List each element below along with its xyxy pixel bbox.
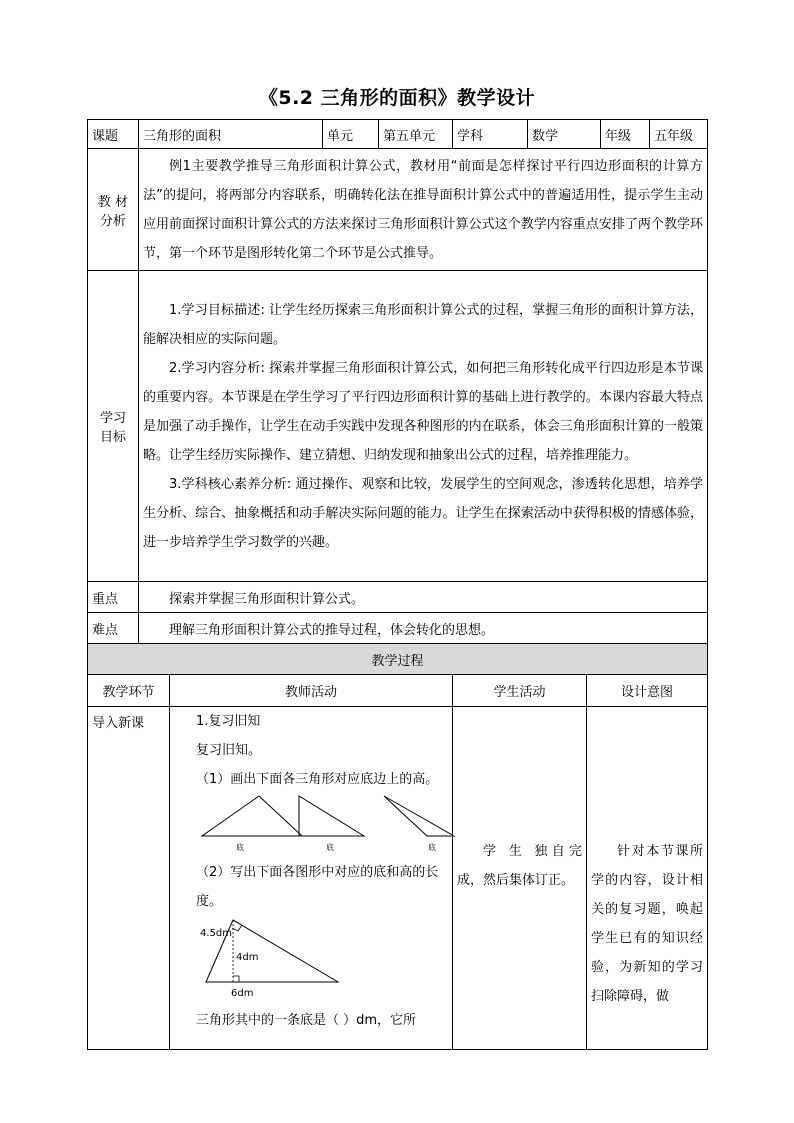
goals-paragraph-3: 3.学科核心素养分析: 通过操作、观察和比较，发展学生的空间观念，渗透转化思想，培养学生分析、综合、抽象概括和动手解决实际问题的能力。让学生在探索活动中获得积极的情感体验，进一步培养学生学习数学的兴趣。 xyxy=(143,476,704,550)
dim-label-1: 4.5dm xyxy=(200,928,232,939)
analysis-label-line2: 分析 xyxy=(99,213,126,229)
student-text: 学 生 独自完成，然后集体订正。 xyxy=(457,844,583,888)
unit-label: 单元 xyxy=(323,120,379,149)
goals-label-line2: 目标 xyxy=(99,430,126,445)
subject-value: 数学 xyxy=(528,120,601,149)
student-activity-cell xyxy=(453,707,587,1050)
teacher-activity-cell xyxy=(170,707,453,1050)
base-label-3: 底 xyxy=(428,843,436,852)
topic-label: 课题 xyxy=(88,120,139,149)
col-stage-header: 教学环节 xyxy=(88,675,170,707)
grade-value: 五年级 xyxy=(650,120,708,149)
right-triangle-figure xyxy=(196,916,356,1006)
key-point-text: 探索并掌握三角形面积计算公式。 xyxy=(139,582,708,613)
unit-value: 第五单元 xyxy=(379,120,453,149)
teacher-line-4: （2）写出下面各图形中对应的底和高的长度。 xyxy=(196,865,439,909)
grade-label: 年级 xyxy=(601,120,650,149)
difficulty-label: 难点 xyxy=(88,613,139,644)
dim-label-3: 6dm xyxy=(231,988,254,999)
base-label-2: 底 xyxy=(326,843,334,852)
base-label-1: 底 xyxy=(236,843,244,852)
goals-label-line1: 学习 xyxy=(99,411,126,426)
analysis-label-line1: 教 材 xyxy=(97,194,129,210)
triangle-2 xyxy=(299,796,364,836)
topic-value: 三角形的面积 xyxy=(139,120,323,149)
col-student-header: 学生活动 xyxy=(453,675,587,707)
dim-label-2: 4dm xyxy=(236,952,259,963)
key-point-label: 重点 xyxy=(88,582,139,613)
intent-cell xyxy=(587,707,708,1050)
col-teacher-header: 教师活动 xyxy=(170,675,453,707)
triangles-figure xyxy=(196,794,466,856)
analysis-label xyxy=(88,149,139,271)
teacher-line-3: （1）画出下面各三角形对应底边上的高。 xyxy=(196,772,439,787)
goals-label xyxy=(88,271,139,582)
lesson-plan-table xyxy=(87,119,708,1050)
col-intent-header: 设计意图 xyxy=(587,675,708,707)
triangle-1 xyxy=(202,796,302,836)
stage-cell: 导入新课 xyxy=(88,707,170,1050)
teacher-line-2: 复习旧知。 xyxy=(196,743,262,758)
foot-mark xyxy=(233,976,239,982)
triangle-3 xyxy=(384,796,454,836)
teacher-line-1: 1.复习旧知 xyxy=(196,714,261,729)
analysis-text: 例1主要教学推导三角形面积计算公式，教材用“前面是怎样探讨平行四边形面积的计算方法”的提问，将两部分内容联系，明确转化法在推导面积计算公式中的普遍适用性，提示学生主动应用前面探讨面积计算公式的方法来探讨三角形面积计算公式这个教学内容重点安排了两个教学环节，第一个环节是图形转化第二个环节是公式推导。 xyxy=(143,158,704,261)
process-header: 教学过程 xyxy=(88,644,708,675)
teacher-line-5: 三角形其中的一条底是（ ）dm，它所 xyxy=(196,1013,417,1028)
intent-text: 针对本节课所学的内容，设计相关的复习题，唤起学生已有的知识经验，为新知的学习扫除障碍，做 xyxy=(591,844,704,1004)
subject-label: 学科 xyxy=(453,120,528,149)
document-title: 《5.2 三角形的面积》教学设计 xyxy=(258,87,536,109)
goals-paragraph-2: 2.学习内容分析: 探索并掌握三角形面积计算公式，如何把三角形转化成平行四边形是本节课的重要内容。本节课是在学生学习了平行四边形面积计算的基础上进行教学的。本课内容最大特点是加强了动手操作，让学生在动手实践中发现各种图形的内在联系，体会三角形面积计算的一般策略。让学生经历实际操作、建立猜想、归纳发现和抽象出公式的过程，培养推理能力。 xyxy=(143,360,704,463)
difficulty-text: 理解三角形面积计算公式的推导过程，体会转化的思想。 xyxy=(139,613,708,644)
right-angle-mark xyxy=(232,925,242,931)
goals-paragraph-1: 1.学习目标描述: 让学生经历探索三角形面积计算公式的过程，掌握三角形的面积计算方法，能解决相应的实际问题。 xyxy=(143,302,704,347)
